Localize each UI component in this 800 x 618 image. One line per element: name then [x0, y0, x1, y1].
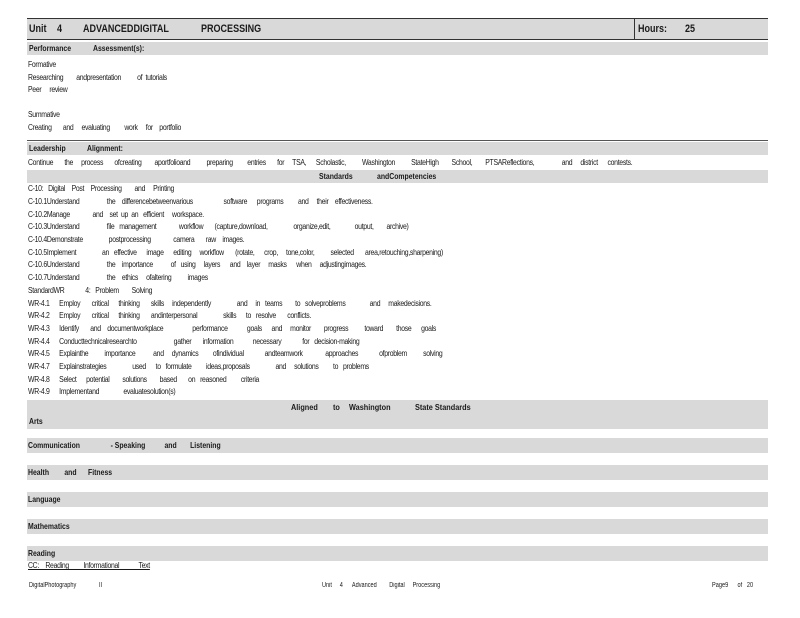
unit-title: ADVANCEDDIGITAL [83, 23, 169, 35]
standards-label: Standards [319, 172, 353, 182]
formative-item: Peer review [28, 85, 68, 95]
standard-item: C-10.1Understand the differencebetweenvarious software programs and their effectiveness. [28, 196, 373, 206]
footer-course: DigitalPhotography [29, 582, 77, 589]
standard-item: WR-4.4 Conducttechnicalresearchto gather information necessary for decision-making [28, 336, 360, 346]
area-arts: Arts [29, 417, 43, 427]
summative-heading: Summative [28, 110, 60, 120]
summative-item: Creating and evaluating work for portfolio [28, 122, 182, 132]
aligned-section [27, 400, 768, 429]
standards-list [27, 183, 768, 399]
standard-item: C-10.7Understand the ethics ofaltering images [28, 273, 208, 283]
leadership-text: Continue the process ofcreating aportfolioand preparing entries for TSA, Scholastic, Washington StateHigh School, PTSAReflections, and district contests. [28, 157, 633, 167]
unit-label: Unit [29, 23, 47, 35]
formative-item: Researching andpresentation of tutorials [28, 72, 167, 82]
leadership-label: Leadership [29, 143, 66, 153]
standard-item: C-10.2Manage and set up an efficient workspace. [28, 209, 204, 219]
unit-header [27, 18, 768, 40]
footer-unit: Unit 4 Advanced Digital Processing [322, 582, 441, 589]
standard-item: StandardWR 4: Problem Solving [28, 285, 153, 295]
area-communication: Communication - Speaking and Listening [27, 438, 768, 453]
standard-item: WR-4.8 Select potential solutions based on reasoned criteria [28, 374, 260, 384]
area-health: Health and Fitness [27, 465, 768, 480]
unit-title-2: PROCESSING [201, 23, 262, 35]
hours-value: 25 [685, 23, 696, 35]
unit-number: 4 [57, 23, 63, 35]
area-mathematics: Mathematics [27, 519, 768, 534]
standards-bar [27, 170, 768, 183]
standard-item: C-10.6Understand the importance of using layers and layer masks when adjustingimages. [28, 260, 367, 270]
state-standards-word: State Standards [415, 402, 471, 413]
standard-item: WR-4.2 Employ critical thinking andinterpersonal skills to resolve conflicts. [28, 311, 311, 321]
standard-item: C-10.3Understand file management workflow (capture,download, organize,edit, output, archive) [28, 222, 409, 232]
performance-bar [27, 42, 768, 55]
standard-item: WR-4.9 Implementand evaluatesolution(s) [28, 387, 176, 397]
standard-item: WR-4.7 Explainstrategies used to formulate ideas,proposals and solutions to problems [28, 362, 369, 372]
standard-item: WR-4.5 Explainthe importance and dynamics ofindividual andteamwork approaches ofproblem solving [28, 349, 443, 359]
assessment-label: Assessment(s): [93, 44, 145, 53]
footer-page-number: Page9 of 20 [712, 582, 754, 589]
standard-item: C-10: Digital Post Processing and Printing [28, 184, 175, 194]
competencies-label: andCompetencies [377, 172, 437, 182]
hours-label: Hours: [638, 23, 668, 35]
to-word: to [333, 402, 340, 413]
standard-item: C-10.4Demonstrate postprocessing camera raw images. [28, 235, 245, 245]
standard-item: WR-4.1 Employ critical thinking skills independently and in teams to solveproblems and makedecisions. [28, 298, 432, 308]
summative-block [27, 109, 768, 134]
washington-word: Washington [349, 402, 391, 413]
alignment-label: Alignment: [87, 143, 123, 153]
formative-block [27, 59, 768, 97]
formative-heading: Formative [28, 60, 56, 69]
standard-item: C-10.5Implement an effective image editing workflow (rotate, crop, tone,color, selected area,retouching,sharpening) [28, 247, 443, 257]
leadership-bar [27, 142, 768, 155]
area-reading: Reading [27, 546, 768, 561]
reading-sub-item: CC: Reading Informational Text [28, 561, 150, 571]
aligned-word: Aligned [291, 402, 318, 413]
header-divider [634, 19, 635, 39]
area-language: Language [27, 492, 768, 507]
standard-item: WR-4.3 Identify and documentworkplace performance goals and monitor progress toward those goals [28, 323, 437, 333]
performance-label: Performance [29, 44, 72, 53]
curriculum-page [27, 18, 768, 571]
footer-level: II [99, 582, 103, 589]
